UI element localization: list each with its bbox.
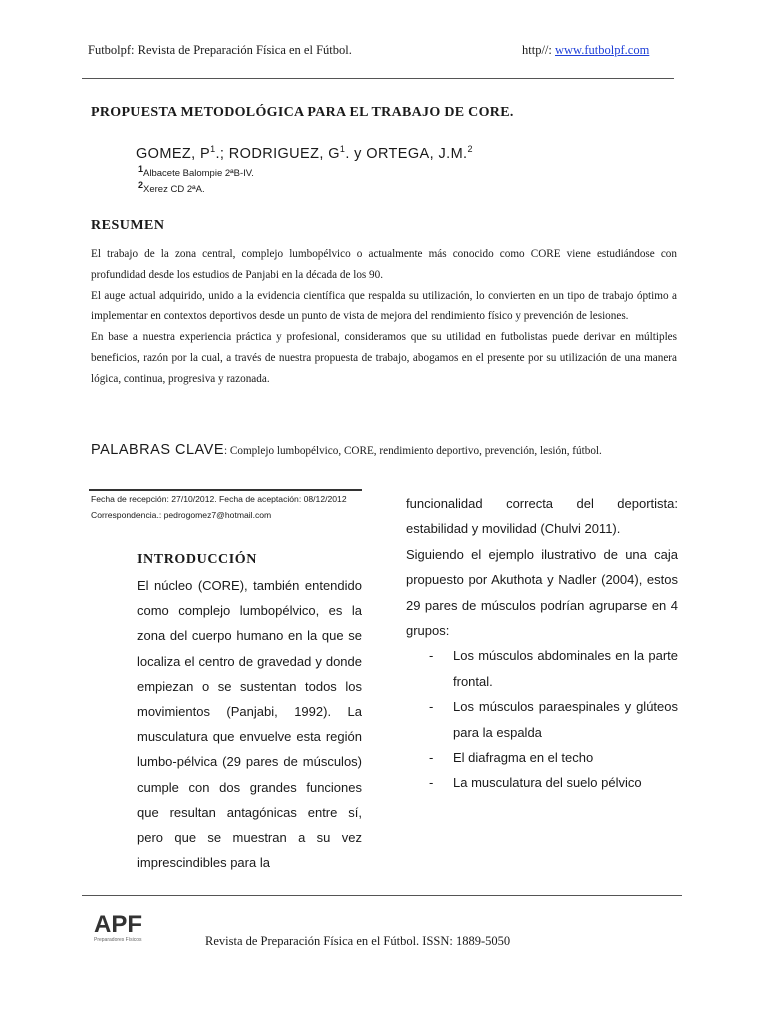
intro-right-column — [406, 491, 678, 796]
apf-logo — [92, 905, 152, 945]
list-item: - El diafragma en el techo — [429, 750, 594, 766]
journal-link[interactable]: www.futbolpf.com — [555, 43, 650, 57]
resumen-paragraph: El trabajo de la zona central, complejo lumbopélvico o actualmente más conocido como CORE viene estudiándose con profundidad desde los estudios de Panjabi en la década de los 90. — [91, 248, 677, 281]
list-item: - Los músculos abdominales en la parte frontal. — [429, 648, 678, 689]
muscle-group-list — [406, 643, 678, 795]
keywords-text: : Complejo lumbopélvico, CORE, rendimiento deportivo, prevención, lesión, fútbol. — [224, 445, 602, 457]
svg-text:APF: APF — [94, 911, 142, 938]
intro-paragraph-continued: funcionalidad correcta del deportista: estabilidad y movilidad (Chulvi 2011). — [406, 496, 678, 537]
list-item: - La musculatura del suelo pélvico — [429, 775, 642, 791]
intro-paragraph: Siguiendo el ejemplo ilustrativo de una caja propuesto por Akuthota y Nadler (2004), estos 29 pares de músculos podrían agruparse en 4 grupos: — [406, 546, 678, 639]
resumen-body — [91, 244, 677, 390]
received-dates: Fecha de recepción: 27/10/2012. Fecha de aceptación: 08/12/2012 — [91, 494, 347, 504]
keywords — [91, 442, 691, 458]
intro-left-column — [137, 573, 362, 875]
introduccion-heading: INTRODUCCIÓN — [137, 552, 257, 567]
journal-header: Futbolpf: Revista de Preparación Física en el Fútbol. — [88, 43, 352, 57]
resumen-heading: RESUMEN — [91, 218, 165, 233]
article-title: PROPUESTA METODOLÓGICA PARA EL TRABAJO DE CORE. — [91, 105, 514, 120]
intro-paragraph: El núcleo (CORE), también entendido como complejo lumbopélvico, es la zona del cuerpo humano en la que se localiza el centro de gravedad y donde empiezan o se sustentan todos los movimientos (Panjabi, 1992). La musculatura que envuelve esta región lumbo-pélvica (29 pares de músculos) cumple con dos grandes funciones que resultan antagónicas entre sí, pero que se muestran a su vez imprescindibles para la — [137, 578, 362, 871]
header-url — [522, 43, 649, 58]
list-item: - Los músculos paraespinales y glúteos para la espalda — [429, 699, 678, 740]
resumen-paragraph: En base a nuestra experiencia práctica y profesional, consideramos que su utilidad en futbolistas puede derivar en múltiples beneficios, razón por la cual, a través de nuestra propuesta de trabajo, abogamos en el presente por su utilización de una manera lógica, continua, progresiva y razonada. — [91, 331, 677, 385]
header-divider — [82, 78, 674, 79]
resumen-paragraph: El auge actual adquirido, unido a la evidencia científica que respalda su utilización, lo convierten en un tipo de trabajo óptimo a implementar en contextos deportivos desde un punto de vista de mejora del rendimiento físico y prevención de lesiones. — [91, 289, 677, 323]
affiliation-2: $^2$Xerez CD 2ªA. — [138, 180, 205, 196]
meta-divider — [89, 489, 362, 491]
affiliation-1: $^1$Albacete Balompie 2ªB-IV. — [138, 164, 254, 180]
url-prefix: http//: — [522, 43, 555, 57]
footer-text: Revista de Preparación Física en el Fútbol. ISSN: 1889-5050 — [205, 934, 511, 948]
correspondence: Correspondencia.: pedrogomez7@hotmail.com — [91, 510, 272, 520]
svg-text:Preparadores Físicos: Preparadores Físicos — [94, 937, 142, 943]
keywords-label: PALABRAS CLAVE — [91, 442, 224, 458]
author-line: GOMEZ, $P^1$.; RODRIGUEZ, $G^1$. y ORTEGA, J.M.$^2$ — [136, 144, 473, 162]
footer-divider — [82, 895, 682, 896]
